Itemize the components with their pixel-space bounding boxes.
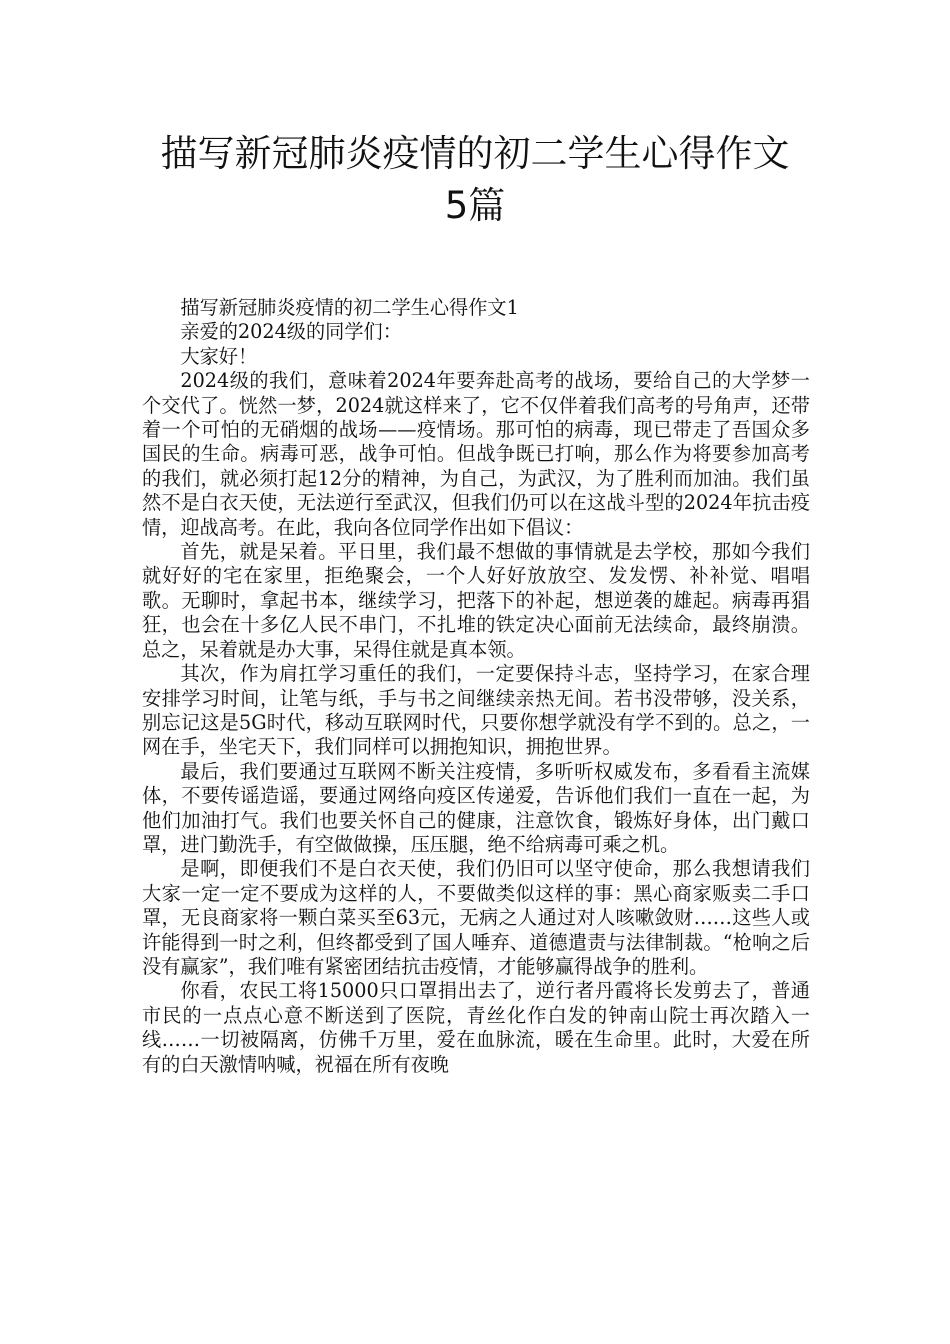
document-body xyxy=(142,296,810,1077)
paragraph-love: 你看，农民工将15000只口罩捐出去了，逆行者丹霞将长发剪去了，普通市民的一点点心意不断送到了医院，青丝化作白发的钟南山院士再次踏入一线……一切被隔离，仿佛千万里，爱在血脉流，暖在生命里。此时，大爱在所有的白天激情呐喊，祝福在所有夜晚 xyxy=(142,979,810,1076)
paragraph-subtitle: 描写新冠肺炎疫情的初二学生心得作文1 xyxy=(180,296,519,319)
paragraph-second: 其次，作为肩扛学习重任的我们，一定要保持斗志，坚持学习，在家合理安排学习时间，让笔与纸，手与书之间继续亲热无间。若书没带够，没关系，别忘记这是5G时代，移动互联网时代，只要你想学就没有学不到的。总之，一网在手，坐宅天下，我们同样可以拥抱知识，拥抱世界。 xyxy=(142,662,810,759)
paragraph-first: 首先，就是呆着。平日里，我们最不想做的事情就是去学校，那如今我们就好好的宅在家里，拒绝聚会，一个人好好放放空、发发愣、补补觉、唱唱歌。无聊时，拿起书本，继续学习，把落下的补起，想逆袭的雄起。病毒再猖狂，也会在十多亿人民不串门，不扎堆的铁定决心面前无法续命，最终崩溃。总之，呆着就是办大事，呆得住就是真本领。 xyxy=(142,540,810,661)
paragraph-greeting: 大家好！ xyxy=(180,344,258,368)
paragraph-last: 最后，我们要通过互联网不断关注疫情，多听听权威发布，多看看主流媒体，不要传谣造谣，要通过网络向疫区传递爱，告诉他们我们一直在一起，为他们加油打气。我们也要关怀自己的健康，注意饮食，锻炼好身体，出门戴口罩，进门勤洗手，有空做做操，压压腿，绝不给病毒可乘之机。 xyxy=(142,759,810,856)
document-title-line-1: 描写新冠肺炎疫情的初二学生心得作文 xyxy=(160,132,790,175)
document-title xyxy=(100,128,850,232)
paragraph-mission: 是啊，即便我们不是白衣天使，我们仍旧可以坚守使命，那么我想请我们大家一定一定不要成为这样的人，不要做类似这样的事：黑心商家贩卖二手口罩，无良商家将一颗白菜买至63元，无病之人通过对人咳嗽敛财……这些人或许能得到一时之利，但终都受到了国人唾弃、道德遣责与法律制裁。“枪响之后没有赢家”，我们唯有紧密团结抗击疫情，才能够赢得战争的胜利。 xyxy=(142,857,810,978)
document-title-line-2: 5篇 xyxy=(444,184,506,227)
paragraph-intro: 2024级的我们，意味着2024年要奔赴高考的战场，要给自己的大学梦一个交代了。恍然一梦，2024就这样来了，它不仅伴着我们高考的号角声，还带着一个可怕的无硝烟的战场——疫情场。那可怕的病毒，现已带走了吾国众多国民的生命。病毒可恶，战争可怕。但战争既已打响，那么作为将要参加高考的我们，就必须打起12分的精神，为自己，为武汉，为了胜利而加油。我们虽然不是白衣天使，无法逆行至武汉，但我们仍可以在这战斗型的2024年抗击疫情，迎战高考。在此，我向各位同学作出如下倡议： xyxy=(142,369,810,539)
paragraph-salutation: 亲爱的2024级的同学们： xyxy=(180,320,402,344)
